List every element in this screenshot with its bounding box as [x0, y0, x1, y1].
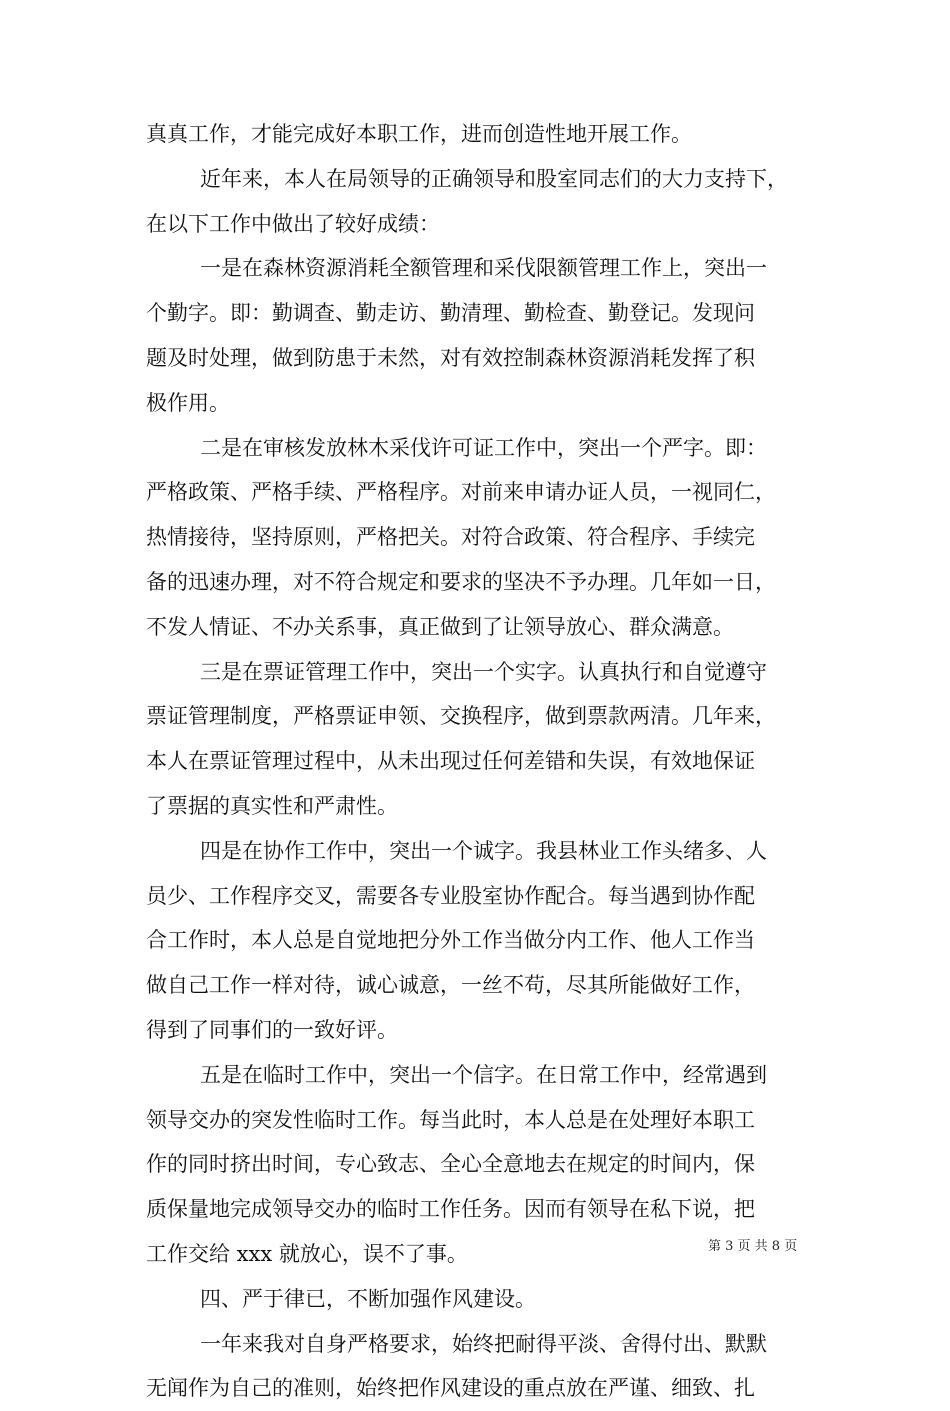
text-line: 五是在临时工作中，突出一个信字。在日常工作中，经常遇到	[200, 1062, 767, 1087]
text-line: 工作交给 xxx 就放心，误不了事。	[146, 1241, 468, 1266]
text-line: 严格政策、严格手续、严格程序。对前来申请办证人员，一视同仁，	[146, 480, 776, 505]
text-line: 本人在票证管理过程中，从未出现过任何差错和失误，有效地保证	[146, 749, 755, 774]
text-line: 质保量地完成领导交办的临时工作任务。因而有领导在私下说，把	[146, 1197, 755, 1222]
text-line: 合工作时，本人总是自觉地把分外工作当做分内工作、他人工作当	[146, 928, 755, 953]
text-line: 二是在审核发放林木采伐许可证工作中，突出一个严字。即：	[200, 435, 767, 460]
text-line: 一是在森林资源消耗全额管理和采伐限额管理工作上，突出一	[200, 256, 767, 281]
text-line: 备的迅速办理，对不符合规定和要求的坚决不予办理。几年如一日，	[146, 569, 776, 594]
section-heading: 四、严于律已，不断加强作风建设。	[200, 1286, 536, 1311]
text-line: 领导交办的突发性临时工作。每当此时，本人总是在处理好本职工	[146, 1107, 755, 1132]
text-line: 极作用。	[146, 390, 230, 415]
text-line: 个勤字。即：勤调查、勤走访、勤清理、勤检查、勤登记。发现问	[146, 301, 755, 326]
text-line: 作的同时挤出时间，专心致志、全心全意地去在规定的时间内，保	[146, 1152, 755, 1177]
text-line: 票证管理制度，严格票证申领、交换程序，做到票款两清。几年来，	[146, 704, 776, 729]
text-line: 题及时处理，做到防患于未然，对有效控制森林资源消耗发挥了积	[146, 345, 755, 370]
text-line: 不发人情证、不办关系事，真正做到了让领导放心、群众满意。	[146, 614, 734, 639]
text-line: 近年来，本人在局领导的正确领导和股室同志们的大力支持下，	[200, 166, 788, 191]
text-line: 做自己工作一样对待，诚心诚意，一丝不苟，尽其所能做好工作，	[146, 973, 755, 998]
document-body	[146, 112, 806, 1411]
text-line: 四是在协作工作中，突出一个诚字。我县林业工作头绪多、人	[200, 838, 767, 863]
text-line: 真真工作，才能完成好本职工作，进而创造性地开展工作。	[146, 122, 692, 146]
text-line: 了票据的真实性和严肃性。	[146, 793, 398, 818]
text-line: 一年来我对自身严格要求，始终把耐得平淡、舍得付出、默默	[200, 1331, 767, 1356]
text-line: 热情接待，坚持原则，严格把关。对符合政策、符合程序、手续完	[146, 525, 755, 550]
page-number: 第 3 页 共 8 页	[708, 1239, 798, 1254]
text-line: 员少、工作程序交叉，需要各专业股室协作配合。每当遇到协作配	[146, 883, 755, 908]
text-line: 三是在票证管理工作中，突出一个实字。认真执行和自觉遵守	[200, 659, 767, 684]
text-line: 得到了同事们的一致好评。	[146, 1017, 398, 1042]
text-line: 在以下工作中做出了较好成绩：	[146, 211, 440, 236]
text-line: 无闻作为自己的准则，始终把作风建设的重点放在严谨、细致、扎	[146, 1376, 755, 1401]
